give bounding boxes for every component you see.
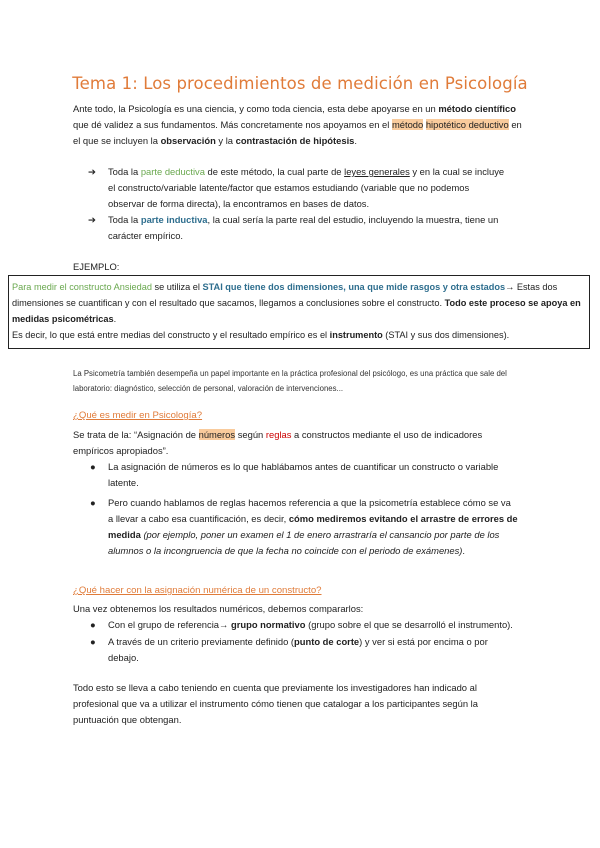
section1-text: Se trata de la: “Asignación de [73, 429, 199, 440]
arrow2-text: Toda la [108, 214, 141, 225]
parte-deductiva-label: parte deductiva [140, 166, 205, 177]
bullet-text: (grupo sobre el que se desarrolló el instrumento). [305, 619, 513, 630]
intro-text: Ante todo, la Psicología es una ciencia, y como toda ciencia, esta debe apoyarse en un [73, 103, 439, 114]
intro-text: y la [215, 135, 236, 146]
psicometria-note: La Psicometría también desempeña un papel importante en la práctica profesional del psicólogo, es una práctica que sale del laboratorio: diagnóstico, selección de personal, valoración de intervenciones... [73, 369, 507, 393]
arrow1-text: de este método, la cual parte de [204, 166, 345, 177]
section-heading-que-es-medir: ¿Qué es medir en Psicología? [73, 410, 203, 421]
bullet-icon: ● [90, 619, 96, 630]
bullet-text: Con el grupo de referencia→ [108, 619, 231, 630]
arrow-list [88, 164, 508, 244]
section2-closing: Todo esto se lleva a cabo teniendo en cuenta que previamente los investigadores han indicado al profesional que va a utilizar el instrumento cómo tienen que catalogar a los participantes según la puntuación que obtengan. [73, 682, 478, 725]
section2-bullets [90, 617, 518, 670]
intro-bold-observacion: observación [160, 135, 216, 146]
section1-paragraph [73, 427, 518, 459]
intro-highlight-metodo: método [391, 119, 424, 130]
bullet-text: A través de un criterio previamente definido ( [108, 636, 295, 647]
parte-inductiva-label: parte inductiva [140, 214, 208, 225]
box-text: (STAI y sus dos dimensiones). [382, 330, 510, 340]
list-item [90, 634, 518, 666]
box-instrumento-bold: instrumento [329, 330, 383, 340]
example-label: EJEMPLO: [73, 261, 120, 272]
intro-text: en el que se incluyen la [73, 119, 522, 146]
box-green-text: Para medir el constructo Ansiedad [12, 282, 152, 292]
section2-intro: Una vez obtenemos los resultados numéricos, debemos compararlos: [73, 603, 364, 614]
example-box [8, 275, 590, 349]
leyes-generales-label: leyes generales [344, 166, 410, 177]
arrow-item-inductiva [88, 212, 508, 244]
bullet-icon: ● [90, 636, 96, 647]
box-stai-bold: STAI que tiene dos dimensiones, una que mide rasgos y otra estados [202, 282, 506, 292]
arrow-right-icon: ➔ [88, 214, 96, 225]
arrow1-text: Toda la [108, 166, 141, 177]
arrow-right-icon: ➔ [88, 166, 96, 177]
arrow2-text: , la cual sería la parte real del estudio, incluyendo la muestra, tiene un carácter empírico. [108, 214, 499, 241]
bullet-bold-text: grupo normativo [231, 619, 306, 630]
bullet-text: . [462, 545, 466, 556]
intro-highlight-hipotetico: hipotético deductivo [425, 119, 509, 130]
intro-bold-contrastacion: contrastación de hipótesis [235, 135, 355, 146]
intro-bold-cientifico: científico [474, 103, 516, 114]
reglas-label: reglas [265, 429, 292, 440]
bullet-bold-text: cómo mediremos evitando el arrastre de errores de medida [108, 513, 518, 540]
bullet-italic-text: (por ejemplo, poner un examen el 1 de enero arrastraría el cansancio por parte de los alumnos o la incongruencia de que la fecha no coincide con el periodo de exámenes) [108, 529, 500, 556]
section1-text: a constructos mediante el uso de indicadores empíricos apropiados”. [73, 429, 483, 456]
intro-text: . [354, 135, 357, 146]
arrow1-text: y en la cual se incluye el constructo/variable latente/factor que estamos estudiando (variable que no podemos observar de forma directa), la encontramos en bases de datos. [108, 166, 505, 209]
bullet-icon: ● [90, 497, 96, 508]
box-text: . [113, 314, 117, 324]
bullet-bold-text: punto de corte [294, 636, 360, 647]
section-heading-que-hacer: ¿Qué hacer con la asignación numérica de un constructo? [73, 585, 322, 596]
bullet-icon: ● [90, 461, 96, 472]
list-item [90, 495, 518, 559]
list-item [90, 617, 518, 633]
section1-bullets [90, 459, 518, 563]
box-text: Es decir, lo que está entre medias del constructo y el resultado empírico es el [12, 330, 330, 340]
page-title: Tema 1: Los procedimientos de medición en Psicología [72, 74, 528, 93]
intro-paragraph [73, 101, 525, 149]
box-psicometricas-bold: Todo este proceso se apoya en medidas psicométricas [12, 298, 581, 324]
intro-text: que dé validez a sus fundamentos. Más concretamente nos apoyamos en el [73, 119, 392, 130]
bullet-text: La asignación de números es lo que hablábamos antes de cuantificar un constructo o variable latente. [108, 461, 499, 488]
intro-bold-metodo: método [438, 103, 473, 114]
box-text: se utiliza el [151, 282, 203, 292]
bullet-text: ) y ver si está por encima o por debajo. [108, 636, 488, 663]
arrow-item-deductiva [88, 164, 508, 212]
numeros-highlight: números [198, 429, 236, 440]
section1-text: según [235, 429, 266, 440]
bullet-text: Pero cuando hablamos de reglas hacemos referencia a que la psicometría establece cómo se va a llevar a cabo esa cuantificación, es decir, [108, 497, 511, 524]
box-text: → Estas dos dimensiones se cuantifican y con el resultado que sacamos, llegamos a conclusiones sobre el constructo. [12, 282, 558, 308]
list-item [90, 459, 518, 491]
